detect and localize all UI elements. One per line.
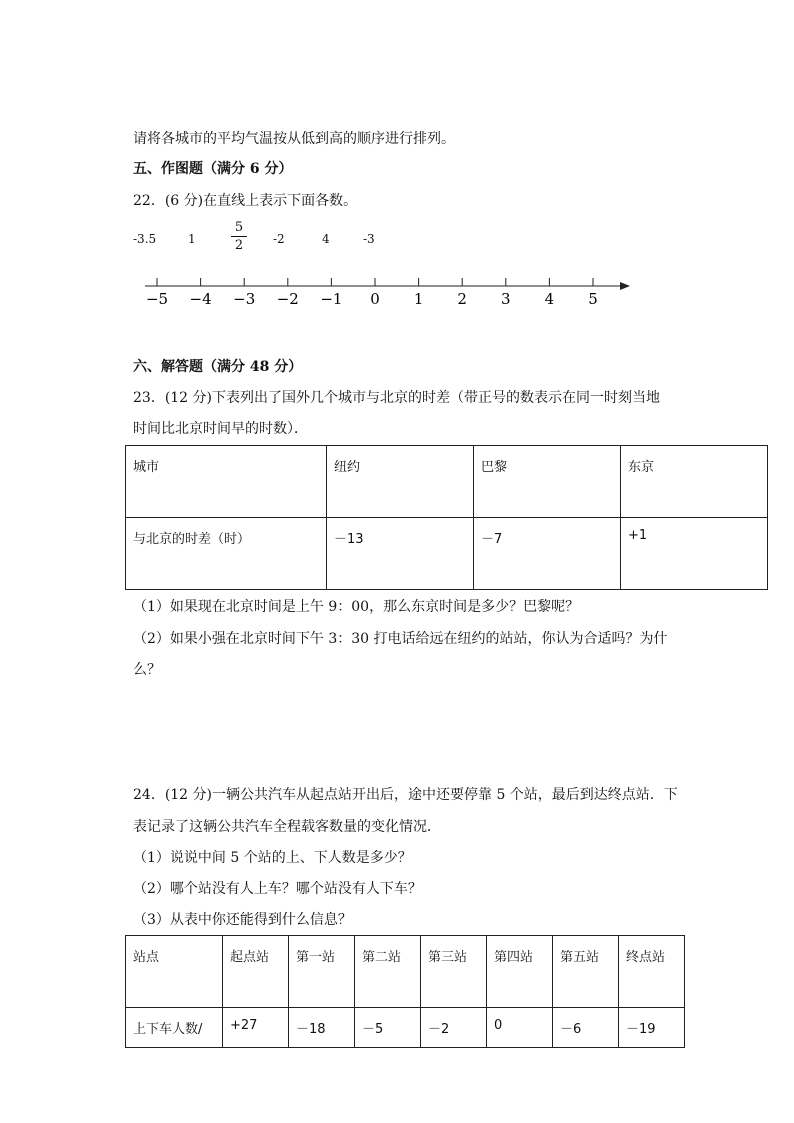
q24-sub3: （3）从表中你还能得到什么信息？ <box>133 912 352 928</box>
number-line-tick-label: 2 <box>457 290 467 308</box>
table-cell: 城市 <box>126 446 327 518</box>
table-cell: 东京 <box>621 446 768 518</box>
table-cell: －5 <box>355 1008 421 1048</box>
number-line-tick-label: 4 <box>544 290 555 308</box>
q22-value: -2 <box>273 232 285 246</box>
q23-prompt-line2: 时间比北京时间早的时数）． <box>133 421 308 437</box>
q22-value: -3 <box>363 232 375 246</box>
table-row <box>126 446 768 518</box>
section6-title: 六、解答题（满分 48 分） <box>133 359 303 375</box>
table-cell: 终点站 <box>619 936 685 1008</box>
table-cell: －7 <box>474 518 621 590</box>
q22-fraction <box>231 220 247 253</box>
number-line-tick-label: −2 <box>276 290 299 308</box>
q23-sub2-line1: （2）如果小强在北京时间下午 3：30 打电话给远在纽约的站站，你认为合适吗？为什 <box>133 631 668 647</box>
q23-table <box>125 445 768 590</box>
table-cell: －2 <box>421 1008 487 1048</box>
q24-table <box>125 935 685 1048</box>
number-line-tick-label: −5 <box>145 290 169 308</box>
table-row <box>126 518 768 590</box>
q24-prompt-line2: 表记录了这辆公共汽车全程载客数量的变化情况． <box>133 819 441 835</box>
fraction-denominator: 2 <box>234 238 244 253</box>
q23-sub1: （1）如果现在北京时间是上午 9：00，那么东京时间是多少？巴黎呢？ <box>133 599 580 615</box>
number-line-tick-label: −1 <box>320 290 343 308</box>
number-line-ticks <box>146 278 598 308</box>
q23-sub2-line2: 么？ <box>133 662 161 678</box>
table-cell: 纽约 <box>327 446 474 518</box>
q24-prompt-line1: 24．(12 分)一辆公共汽车从起点站开出后，途中还要停靠 5 个站，最后到达终点站．下 <box>133 787 678 803</box>
table-cell: 上下车人数/ <box>126 1008 223 1048</box>
table-cell: 第五站 <box>553 936 619 1008</box>
number-line-tick-label: 1 <box>413 290 424 308</box>
number-line-arrow <box>620 282 630 290</box>
number-line-tick-label: 5 <box>588 290 598 308</box>
fraction-numerator: 5 <box>234 220 244 235</box>
table-cell: 巴黎 <box>474 446 621 518</box>
number-line <box>140 272 640 312</box>
table-cell: 0 <box>487 1008 553 1048</box>
table-cell: 第四站 <box>487 936 553 1008</box>
q22-value: -3.5 <box>133 232 157 246</box>
number-line-tick-label: 3 <box>501 290 511 308</box>
table-row <box>126 936 685 1008</box>
table-row <box>126 1008 685 1048</box>
section5-title: 五、作图题（满分 6 分） <box>133 161 293 177</box>
number-line-tick-label: −3 <box>233 290 256 308</box>
table-cell: 第三站 <box>421 936 487 1008</box>
number-line-tick-label: 0 <box>370 290 380 308</box>
table-cell: －19 <box>619 1008 685 1048</box>
table-cell: 第一站 <box>289 936 355 1008</box>
table-cell: 站点 <box>126 936 223 1008</box>
q22-value: 4 <box>322 232 330 246</box>
table-cell: 起点站 <box>223 936 289 1008</box>
table-cell: 与北京的时差（时） <box>126 518 327 590</box>
table-cell: +27 <box>223 1008 289 1048</box>
q23-prompt-line1: 23．(12 分)下表列出了国外几个城市与北京的时差（带正号的数表示在同一时刻当地 <box>133 390 661 406</box>
fraction-bar <box>231 236 247 237</box>
table-cell: 第二站 <box>355 936 421 1008</box>
table-cell: +1 <box>621 518 768 590</box>
q22-prompt: 22．(6 分)在直线上表示下面各数。 <box>133 193 358 209</box>
table-cell: －13 <box>327 518 474 590</box>
intro-line: 请将各城市的平均气温按从低到高的顺序进行排列。 <box>133 131 455 147</box>
q24-sub1: （1）说说中间 5 个站的上、下人数是多少？ <box>133 850 412 866</box>
table-cell: －18 <box>289 1008 355 1048</box>
q24-sub2: （2）哪个站没有人上车？哪个站没有人下车？ <box>133 881 422 897</box>
number-line-tick-label: −4 <box>189 290 212 308</box>
q22-value: 1 <box>188 232 196 246</box>
table-cell: －6 <box>553 1008 619 1048</box>
